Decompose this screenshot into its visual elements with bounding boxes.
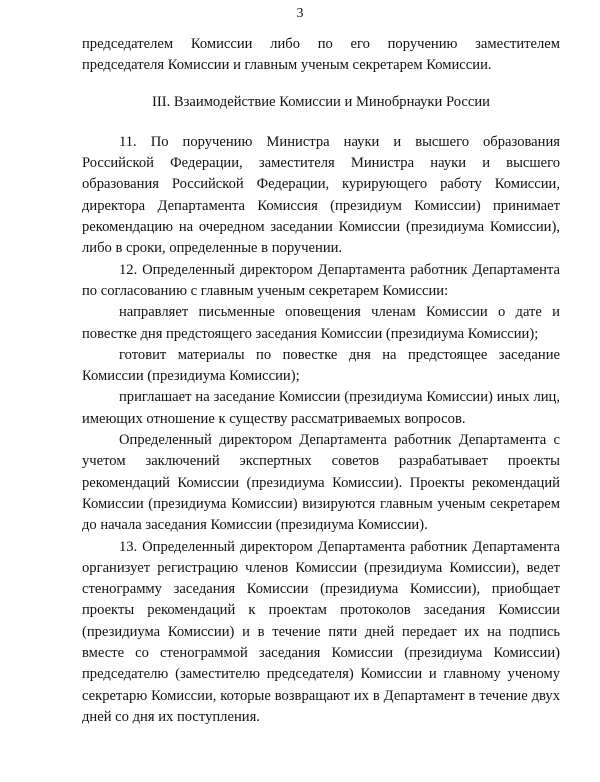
paragraph-12-prepare: готовит материалы по повестке дня на предстоящее заседание Комиссии (президиума Комиссии); [82, 346, 560, 385]
paragraph-12-invite: приглашает на заседание Комиссии (президиума Комиссии) иных лиц, имеющих отношение к существу рассматриваемых вопросов. [82, 389, 560, 427]
document-body [82, 34, 560, 728]
paragraph-11: 11. По поручению Министра науки и высшего образования Российской Федерации, заместителя Министра науки и высшего образования Российской Федерации, курирующего работу Комиссии, директора Департамента Комиссия (президиум Комиссии) принимает рекомендацию на очередном заседании Комиссии (президиума Комиссии), либо в сроки, определенные в поручении. [82, 133, 560, 257]
page-number: 3 [296, 6, 304, 21]
paragraph-12-drafts: Определенный директором Департамента работник Департамента с учетом заключений экспертных советов разрабатывает проекты рекомендаций Комиссии (президиума Комиссии). Проекты рекомендаций Комиссии (президиума Комиссии) визируются главным ученым секретарем до начала заседания Комиссии (президиума Комиссии). [82, 432, 560, 534]
paragraph-13: 13. Определенный директором Департамента работник Департамента организует регистрацию членов Комиссии (президиума Комиссии), ведет стенограмму заседания Комиссии (президиума Комиссии), приобщает проекты рекомендаций к проектам протоколов заседания Комиссии (президиума Комиссии) и в течение пяти дней передает их на подпись вместе со стенограммой заседания Комиссии (президиума Комиссии) председателю (заместителю председателя) Комиссии и главному ученому секретарю Комиссии, которые возвращают их в Департамент в течение двух дней со дня их поступления. [82, 538, 560, 725]
paragraph-12: 12. Определенный директором Департамента работник Департамента по согласованию с главным ученым секретарем Комиссии: [82, 261, 560, 299]
paragraph-12-notify: направляет письменные оповещения членам Комиссии о дате и повестке дня предстоящего заседания Комиссии (президиума Комиссии); [82, 304, 560, 342]
continuation-paragraph: председателем Комиссии либо по его поручению заместителем председателя Комиссии и главным ученым секретарем Комиссии. [82, 36, 560, 74]
section-heading: III. Взаимодействие Комиссии и Минобрнауки России [152, 93, 490, 110]
